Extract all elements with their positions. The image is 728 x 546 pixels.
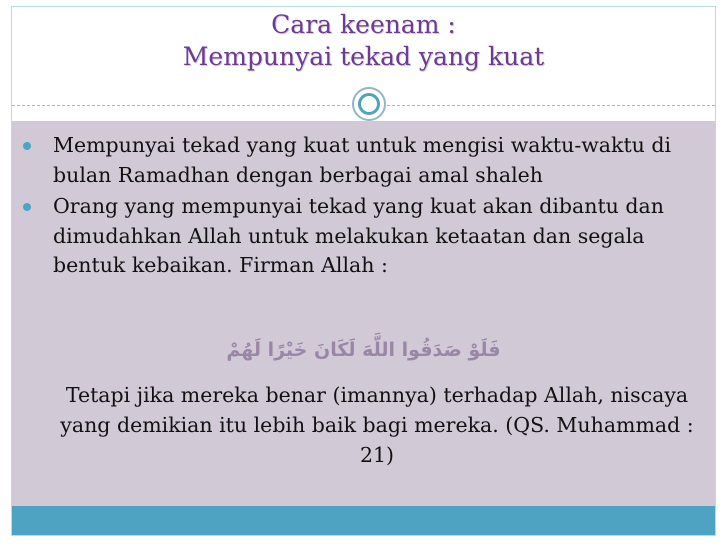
slide-title xyxy=(12,9,715,73)
bullet-list xyxy=(12,131,702,283)
bullet-dot-icon xyxy=(23,142,31,150)
bullet-text: Mempunyai tekad yang kuat untuk mengisi waktu-waktu di bulan Ramadhan dengan berbagai amal shaleh xyxy=(53,133,672,187)
slide-frame xyxy=(11,6,716,536)
bullet-dot-icon xyxy=(23,203,31,211)
footer-bar xyxy=(12,506,715,535)
title-line-1: Cara keenam : xyxy=(271,10,456,39)
content-area xyxy=(12,121,715,507)
title-area xyxy=(12,7,715,99)
bullet-item xyxy=(12,131,702,190)
ring-inner xyxy=(358,93,380,115)
bullet-item xyxy=(12,192,702,281)
arabic-verse: فَلَوْ صَدَقُوا اللَّهَ لَكَانَ خَيْرًا لَهُمْ xyxy=(226,339,501,361)
bullet-text: Orang yang mempunyai tekad yang kuat akan dibantu dan dimudahkan Allah untuk melakukan ketaatan dan segala bentuk kebaikan. Firman Allah : xyxy=(53,194,664,277)
verse-translation: Tetapi jika mereka benar (imannya) terhadap Allah, niscaya yang demikian itu lebih baik bagi mereka. (QS. Muhammad : 21) xyxy=(60,383,694,467)
ring-ornament-icon xyxy=(352,87,386,121)
title-line-2: Mempunyai tekad yang kuat xyxy=(182,42,545,71)
